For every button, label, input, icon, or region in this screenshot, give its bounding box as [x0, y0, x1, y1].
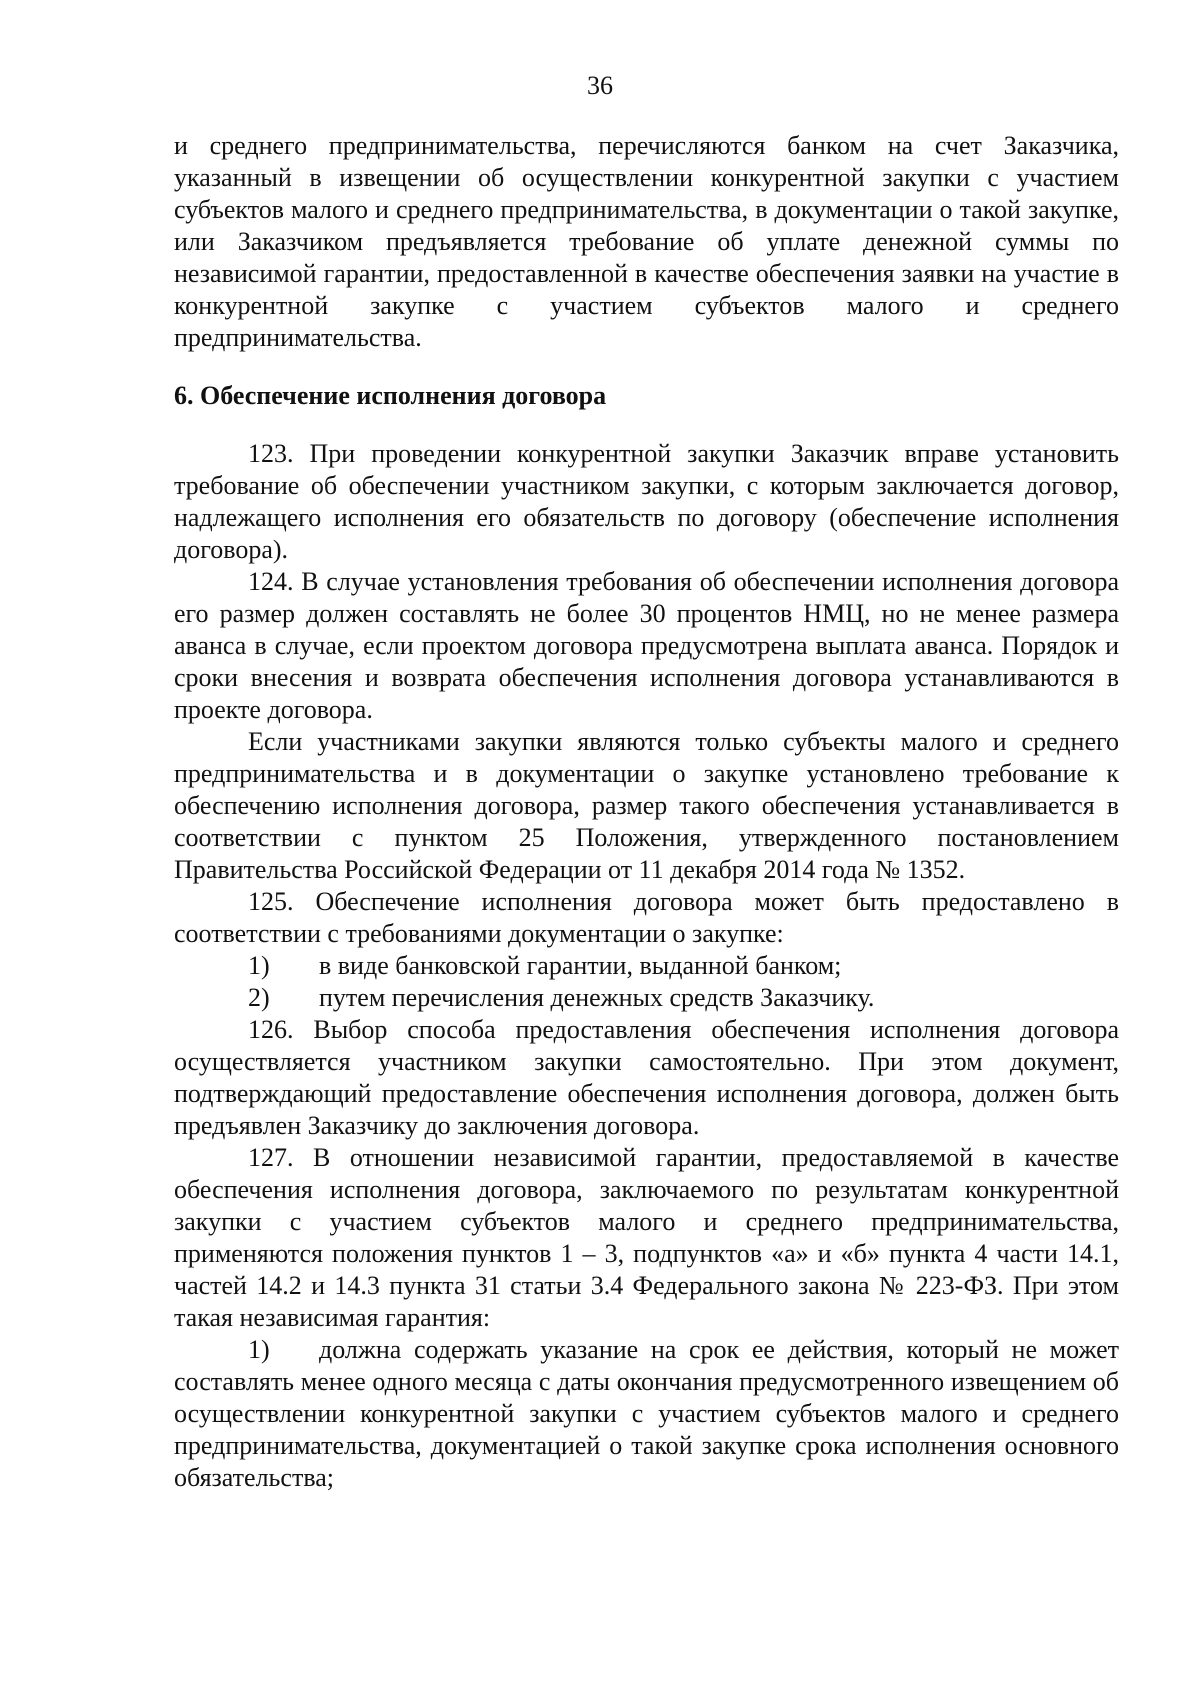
paragraph-127: 127. В отношении независимой гарантии, предоставляемой в качестве обеспечения исполнения договора, заключаемого по результатам конкурентной закупки с участием субъектов малого и среднего предпринимательства, применяются положения пунктов 1 – 3, подпунктов «а» и «б» пункта 4 части 14.1, частей 14.2 и 14.3 пункта 31 статьи 3.4 Федерального закона № 223-ФЗ. При этом такая независимая гарантия:	[174, 1143, 1119, 1332]
paragraph-126: 126. Выбор способа предоставления обеспечения исполнения договора осуществляется участником закупки самостоятельно. При этом документ, подтверждающий предоставление обеспечения исполнения договора, должен быть предъявлен Заказчику до заключения договора.	[174, 1015, 1119, 1140]
paragraph-123: 123. При проведении конкурентной закупки Заказчик вправе установить требование об обеспечении участником закупки, с которым заключается договор, надлежащего исполнения его обязательств по договору (обеспечение исполнения договора).	[174, 439, 1119, 564]
paragraph-124: 124. В случае установления требования об обеспечении исполнения договора его размер должен составлять не более 30 процентов НМЦ, но не менее размера аванса в случае, если проектом договора предусмотрена выплата аванса. Порядок и сроки внесения и возврата обеспечения исполнения договора устанавливаются в проекте договора.	[174, 567, 1119, 724]
list-item-number: 1)	[248, 1335, 270, 1364]
list-item-text: в виде банковской гарантии, выданной банком;	[319, 951, 842, 980]
list-item	[174, 982, 1119, 1014]
section-heading: 6. Обеспечение исполнения договора	[174, 381, 607, 410]
list-item-text: путем перечисления денежных средств Заказчику.	[319, 983, 875, 1012]
document-body	[174, 130, 1119, 1494]
page-number: 36	[587, 71, 613, 100]
list-item	[174, 1334, 1119, 1494]
list-item	[174, 950, 1119, 982]
list-item-text: должна содержать указание на срок ее действия, который не может составлять менее одного месяца с даты окончания предусмотренного извещением об осуществлении конкурентной закупки с участием субъектов малого и среднего предпринимательства, документацией о такой закупке срока исполнения основного обязательства;	[174, 1335, 1119, 1492]
paragraph-continuation: и среднего предпринимательства, перечисляются банком на счет Заказчика, указанный в извещении об осуществлении конкурентной закупки с участием субъектов малого и среднего предпринимательства, в документации о такой закупке, или Заказчиком предъявляется требование об уплате денежной суммы по независимой гарантии, предоставленной в качестве обеспечения заявки на участие в конкурентной закупке с участием субъектов малого и среднего предпринимательства.	[174, 131, 1119, 352]
paragraph-125: 125. Обеспечение исполнения договора может быть предоставлено в соответствии с требованиями документации о закупке:	[174, 887, 1119, 948]
list-item-number: 1)	[248, 951, 270, 980]
paragraph-124-smp: Если участниками закупки являются только субъекты малого и среднего предпринимательства и в документации о закупке установлено требование к обеспечению исполнения договора, размер такого обеспечения устанавливается в соответствии с пунктом 25 Положения, утвержденного постановлением Правительства Российской Федерации от 11 декабря 2014 года № 1352.	[174, 727, 1119, 884]
list-item-number: 2)	[248, 983, 270, 1012]
